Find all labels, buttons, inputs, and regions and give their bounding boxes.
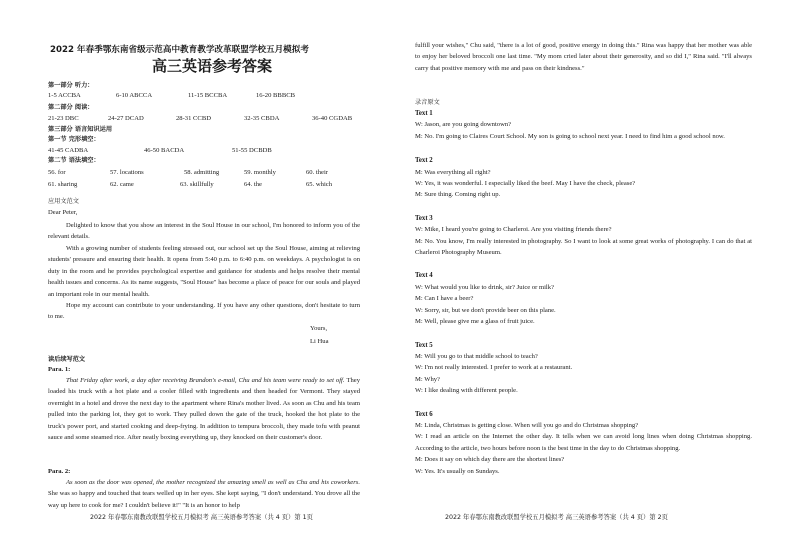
para2-body: She was so happy and touched that tears welled up in her eyes. She kept saying, "I don't understand. You drove all the way up here to cook for me? I couldn't believe it!" "It is an honor to help xyxy=(48,490,360,509)
letter-paragraph: Hope my account can contribute to your understanding. If you have any other questions, don't hesitate to turn to me. xyxy=(48,302,360,321)
transcript-line: M: Sure thing. Coming right up. xyxy=(415,191,501,199)
answer-item: 59. monthly xyxy=(244,169,276,176)
transcript-line: M: Why? xyxy=(415,375,440,383)
page-footer: 2022 年春鄂东南教改联盟学校五月模拟考 高三英语参考答案（共 4 页）第 1页 xyxy=(90,514,313,521)
para2-lead: As soon as the door was opened, the mother recognized the amazing smell as well as Chu and his coworkers. xyxy=(66,479,360,486)
answer-item: 56. for xyxy=(48,169,66,176)
transcript-title: Text 2 xyxy=(415,157,433,165)
transcript-line: M: Was everything all right? xyxy=(415,168,491,176)
transcript-title: Text 6 xyxy=(415,410,433,418)
reading-answers xyxy=(48,115,360,124)
transcript-line: M: Well, please give me a glass of fruit juice. xyxy=(415,318,535,326)
transcript-line: W: What would you like to drink, sir? Juice or milk? xyxy=(415,283,554,291)
listening-answers xyxy=(48,92,360,101)
transcript-block xyxy=(415,213,752,259)
grammar-answers-row-1 xyxy=(48,169,360,178)
transcript-block xyxy=(415,270,752,327)
section-listening-heading: 第一部分 听力： xyxy=(48,82,94,89)
transcript-line: W: Sorry, sir, but we don't provide beer on this plane. xyxy=(415,306,556,314)
answer-group: 28-31 CCBD xyxy=(176,115,211,122)
para1-lead: That Friday after work, a day after receiving Brandon's e-mail, Chu and his team were ready to set off. xyxy=(66,377,345,384)
transcript-line: M: No. You know, I'm really interested in photography. So I want to look at some great works of photography. I can do that at Charleroi Photography Museum. xyxy=(415,237,752,257)
para2-label: Para. 2: xyxy=(48,468,71,475)
letter-greeting: Dear Peter, xyxy=(48,209,78,216)
answer-group: 51-55 DCBDB xyxy=(232,147,272,154)
answer-group: 46-50 BACDA xyxy=(144,147,185,154)
section-reading-heading: 第二部分 阅读： xyxy=(48,104,94,111)
page-footer: 2022 年春鄂东南教改联盟学校五月模拟考 高三英语参考答案（共 4 页）第 2页 xyxy=(445,514,668,521)
answer-item: 58. admitting xyxy=(184,169,220,176)
para1-label: Para. 1: xyxy=(48,366,71,373)
answer-group: 41-45 CADBA xyxy=(48,147,89,154)
letter-closing: Yours, xyxy=(310,325,328,332)
page-title: 高三英语参考答案 xyxy=(152,57,273,75)
transcript-line: M: Will you go to that middle school to teach? xyxy=(415,352,538,360)
grammar-heading: 第二节 语法填空： xyxy=(48,157,100,164)
answer-item: 61. sharing xyxy=(48,181,78,188)
transcript-line: W: Jason, are you going downtown? xyxy=(415,121,512,129)
cloze-heading: 第一节 完形填空： xyxy=(48,136,100,143)
transcript-block xyxy=(415,409,752,477)
transcript-line: W: Mike, I heard you're going to Charleroi. Are you visiting friends there? xyxy=(415,226,612,234)
para1-body: They loaded his truck with a hot plate and a cooler filled with ingredients and then headed for Vermont. They stayed overnight in a hotel and drove the next day to the apartment where Rina's mother lived. As soon as Chu and his team pulled into the parking lot, they got to work. They pulled down the gate of the truck, hooked the hot plate to the truck's power port, and started cooking and deep-frying. In addition to tempura broccoli, they made tofu with peanut sauce and some steamed rice. After neatly boxing everything up, they knocked on their customer's door. xyxy=(48,377,361,442)
section-language-heading: 第三部分 语言知识运用 xyxy=(48,126,113,133)
answer-item: 64. the xyxy=(244,181,262,188)
transcript-line: W: Yes, it was wonderful. I especially liked the beef. May I have the check, please? xyxy=(415,180,636,188)
transcript-line: W: I like dealing with different people. xyxy=(415,387,518,395)
answer-item: 62. came xyxy=(110,181,134,188)
answer-group: 6-10 ABCCA xyxy=(116,92,153,99)
transcript-line: W: I read an article on the Internet the other day. It tells when we can avoid long lines when doing Christmas shopping. According to the article, two hours before noon is the best time in the day to do Christmas shopping. xyxy=(415,433,752,452)
letter-signature: Li Hua xyxy=(310,338,329,345)
writing-heading: 应用文范文 xyxy=(48,198,79,205)
continuation-paragraph-1 xyxy=(48,375,360,443)
answer-item: 65. which xyxy=(306,181,333,188)
letter-paragraph: With a growing number of students feeling stressed out, our school set up the Soul House, aiming at relieving students' pressure and ensuring their health. It opens from 5:40 p.m. to 6:40 p.m. on weekdays. A psychologist is on duty in the room and he provides psychological expertise and guidance for students and helps resolve their mental health issues and concerns. As its name suggests, "Soul House" has become a place of peace for our souls and played an important role in our mental health. xyxy=(48,245,360,298)
answer-group: 16-20 BBBCB xyxy=(256,92,296,99)
continuation-paragraph-2 xyxy=(48,477,360,511)
answer-group: 36-40 CGDAB xyxy=(312,115,353,122)
transcript-line: W: I'm not really interested. I prefer to work at a restaurant. xyxy=(415,364,573,372)
transcript-line: M: No. I'm going to Claires Court School. My son is going to school next year. I need to find him a good school now. xyxy=(415,132,725,140)
answer-group: 1-5 ACCBA xyxy=(48,92,81,99)
transcript-title: Text 3 xyxy=(415,214,433,222)
answer-group: 21-23 DBC xyxy=(48,115,79,122)
exam-title: 2022 年春季鄂东南省级示范高中教育教学改革联盟学校五月模拟考 xyxy=(50,45,309,55)
transcript-title: Text 5 xyxy=(415,341,433,349)
answer-item: 60. their xyxy=(306,169,328,176)
answer-group: 32-35 CBDA xyxy=(244,115,280,122)
answer-group: 24-27 DCAD xyxy=(108,115,144,122)
continuation-ending: fulfill your wishes," Chu said, "there is a lot of good, positive energy in doing this." Rina was happy that her mother was able to enjoy her beloved broccoli one last time. "My mom cried later about their generosity, and so did I," Rina said. "I'll always carry that positive memory with me and pass on their kindness." xyxy=(415,42,752,72)
transcript-block xyxy=(415,108,752,142)
answer-group: 11-15 BCCBA xyxy=(188,92,228,99)
transcript-block xyxy=(415,155,752,201)
transcript-line: W: Yes. It's usually on Sundays. xyxy=(415,467,500,475)
transcript-title: Text 1 xyxy=(415,110,433,117)
cloze-answers xyxy=(48,147,360,156)
transcript-line: M: Can I have a beer? xyxy=(415,295,474,303)
transcript-line: M: Does it say on which day there are the shortest lines? xyxy=(415,456,565,464)
letter-paragraph: Delighted to know that you show an interest in the Soul House in our school, I'm honored to inform you of the relevant details. xyxy=(48,222,360,241)
transcript-line: M: Linda, Christmas is getting close. When will you go and do Christmas shopping? xyxy=(415,421,639,429)
continuation-heading: 读后续写范文 xyxy=(48,356,86,363)
answer-item: 63. skillfully xyxy=(180,181,214,188)
answer-item: 57. locations xyxy=(110,169,144,176)
grammar-answers-row-2 xyxy=(48,181,360,190)
transcript-list xyxy=(415,108,752,489)
transcript-title: Text 4 xyxy=(415,272,433,280)
transcript-heading: 录音原文 xyxy=(415,99,440,106)
transcript-block xyxy=(415,340,752,397)
